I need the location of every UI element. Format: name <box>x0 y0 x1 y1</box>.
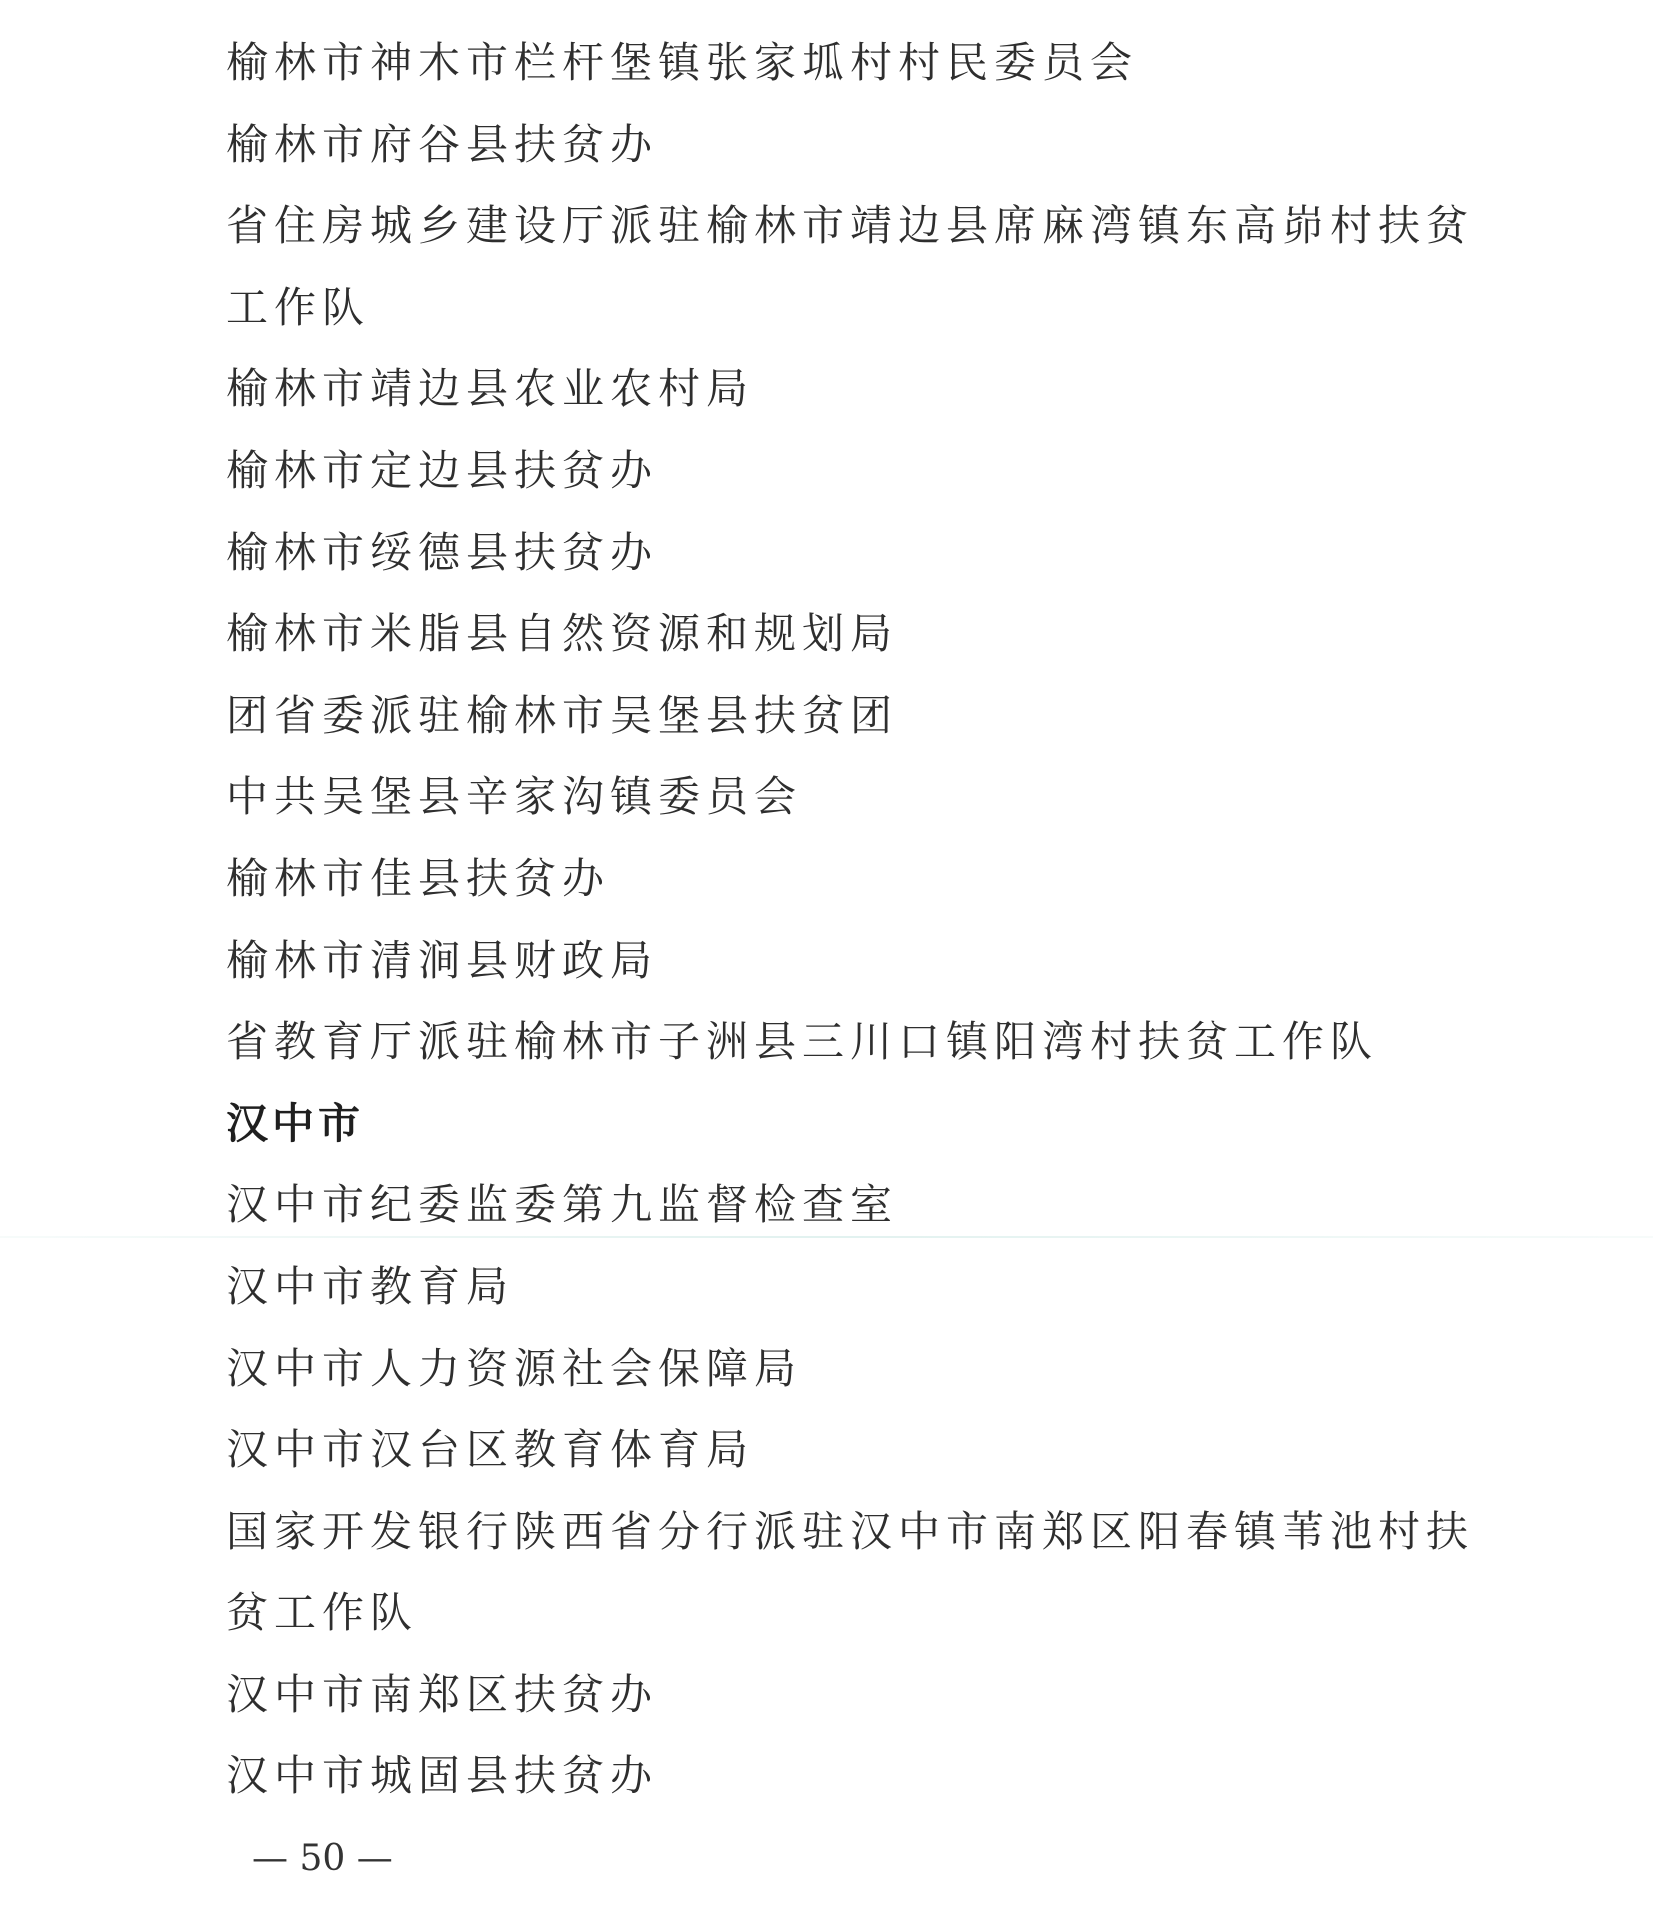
list-item: 榆林市清涧县财政局 <box>226 935 659 985</box>
page-number: — 50 — <box>252 1838 393 1879</box>
list-item: 榆林市米脂县自然资源和规划局 <box>226 609 899 659</box>
list-item: 汉中市汉台区教育体育局 <box>226 1425 755 1475</box>
list-item: 榆林市定边县扶贫办 <box>226 445 659 495</box>
list-item: 省住房城乡建设厅派驻榆林市靖边县席麻湾镇东高峁村扶贫 <box>226 201 1475 251</box>
list-item: 榆林市神木市栏杆堡镇张家坬村村民委员会 <box>226 38 1139 87</box>
list-item: 榆林市佳县扶贫办 <box>226 853 611 903</box>
list-item: 榆林市靖边县农业农村局 <box>226 364 755 414</box>
list-item: 榆林市府谷县扶贫办 <box>226 119 659 169</box>
list-item: 工作队 <box>226 282 371 332</box>
list-item: 贫工作队 <box>226 1588 419 1638</box>
list-item: 团省委派驻榆林市吴堡县扶贫团 <box>226 690 899 740</box>
list-item: 榆林市绥德县扶贫办 <box>226 527 659 577</box>
list-item: 汉中市南郑区扶贫办 <box>226 1669 659 1719</box>
list-item: 汉中市教育局 <box>226 1261 515 1311</box>
list-item: 国家开发银行陕西省分行派驻汉中市南郑区阳春镇苇池村扶 <box>226 1506 1475 1556</box>
section-heading: 汉中市 <box>226 1098 365 1148</box>
list-item: 汉中市纪委监委第九监督检查室 <box>226 1180 899 1230</box>
list-item: 省教育厅派驻榆林市子洲县三川口镇阳湾村扶贫工作队 <box>226 1017 1379 1067</box>
list-item: 中共吴堡县辛家沟镇委员会 <box>226 772 803 822</box>
list-item: 汉中市城固县扶贫办 <box>226 1751 659 1801</box>
organization-list <box>226 22 1475 1817</box>
list-item: 汉中市人力资源社会保障局 <box>226 1343 803 1393</box>
